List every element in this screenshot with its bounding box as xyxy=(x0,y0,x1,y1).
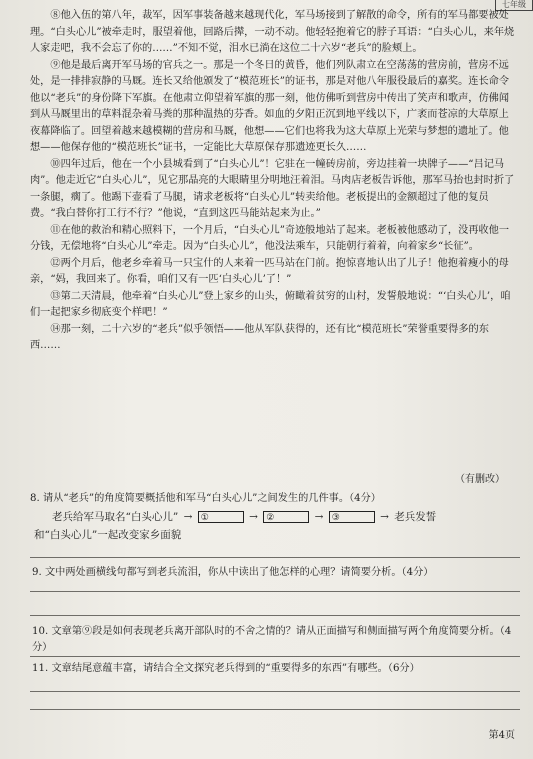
paragraph-9: ⑨他是最后离开军马场的官兵之一。那是一个冬日的黄昏，他们列队肃立在空荡荡的营房前，营房不远处，是一排排寂静的马厩。连长又给他颁发了“模范班长”的证书，那是对他八年服役最后的嘉奖。连长命令他以“老兵”的身份降下军旗。在他肃立仰望着军旗的那一刻，他仿佛听到营房中传出了笑声和歌声，仿佛闻到从马厩里出的草料混杂着马粪的那种温热的芬香。如血的夕阳正沉到地平线以下，广袤而苍凉的大草原上夜幕降临了。回望着越来越模糊的营房和马厩，他想——它们也将我为这大草原上光荣与梦想的遗址了。他想——他保存他的“模范班长”证书，一定能比大草原保存那遗迹更长久…… xyxy=(30,59,510,153)
paragraph-8: ⑧他入伍的第八年，裁军，因军事装备越来越现代化，军马场接到了解散的命令，所有的军马都要被处理。“白头心儿”被牵走时，服望着他，回路后撵，一动不动。他轻轻抱着它的脖子耳语：“白头心儿，来年烧人家走吧，我不会忘了你的……”不知不觉，泪水已淌在这位二十六岁“老兵”的脸颊上。 xyxy=(30,10,515,54)
page-number: 第4页 xyxy=(488,730,515,741)
question-10: 10. 文章第⑨段是如何表现老兵离开部队时的不舍之情的？请从正面描写和侧面描写两个角度简要分析。（4分） xyxy=(32,626,512,653)
reading-passage xyxy=(30,8,516,355)
answer-box-1[interactable]: ① xyxy=(198,511,244,523)
flow-start: 老兵给军马取名“白头心儿” xyxy=(52,511,179,523)
paragraph-10: ⑩四年过后，他在一个小县城看到了“白头心儿”！它驻在一幢砖房前，旁边挂着一块牌子——“吕记马肉”。他走近它“白头心儿”，见它那晶亮的大眼睛里分明地汪着泪。马肉店老板告诉他，那军马抬也封时折了一条腿，瘸了。他踢下壶看了马腿，请求老板将“白头心儿”转卖给他。老板提出的金额超过了他的复员费。“我白替你打工行不行？”他说，“直到这匹马能站起来为止。” xyxy=(30,158,515,219)
answer-box-2[interactable]: ② xyxy=(263,511,309,523)
flow-end: 老兵发誓 xyxy=(394,511,437,523)
question-9: 9. 文中两处画横线句都写到老兵流泪，你从中读出了他怎样的心理？请简要分析。（4分） xyxy=(32,567,434,578)
divider xyxy=(30,557,520,558)
answer-line xyxy=(30,591,520,592)
answer-box-3[interactable]: ③ xyxy=(329,511,375,523)
paragraph-12: ⑫两个月后，他老乡牵着马一只宝什的人来着一匹马站在门前。抱惊喜地认出了儿子！他抱着瘦小的母亲，“妈，我回来了。你看，咱们又有一匹‘白头心儿’了！” xyxy=(30,257,509,285)
divider xyxy=(30,656,520,657)
paragraph-14: ⑭那一刻，二十六岁的“老兵”似乎领悟——他从军队获得的，还有比“模范班长”荣誉重要得多的东西…… xyxy=(30,323,489,351)
arrow-icon: → xyxy=(314,511,324,523)
flow-end-line2: 和“白头心儿”一起改变家乡面貌 xyxy=(34,529,182,541)
divider xyxy=(30,615,520,616)
answer-line xyxy=(30,709,520,710)
question-8-flow xyxy=(52,509,436,524)
arrow-icon: → xyxy=(249,511,258,523)
question-11: 11. 文章结尾意蕴丰富，请结合全文探究老兵得到的“重要得多的东西”有哪些。（6分） xyxy=(32,663,420,674)
paragraph-13: ⑬第二天清晨，他牵着“白头心儿”登上家乡的山头，俯瞰着贫穷的山村，发誓般地说：“‘白头心儿’，咱们一起把家乡彻底变个样吧！” xyxy=(30,290,511,318)
question-8-stem: 8. 请从“老兵”的角度简要概括他和军马“白头心儿”之间发生的几件事。（4分） xyxy=(30,493,381,504)
source-note: （有删改） xyxy=(455,474,505,485)
header-tab: 七年级 xyxy=(495,0,533,11)
answer-line xyxy=(30,691,520,692)
paragraph-11: ⑪在他的救治和精心照料下，一个月后，“白头心儿”奇迹般地站了起来。老板被他感动了，没再收他一分钱，无偿地将“白头心儿”牵走。因为“白头心儿”，他没法乘车，只能朝行着着，向着家乡“长征”。 xyxy=(30,224,510,252)
arrow-icon: → xyxy=(380,511,389,523)
arrow-icon: → xyxy=(183,511,193,523)
